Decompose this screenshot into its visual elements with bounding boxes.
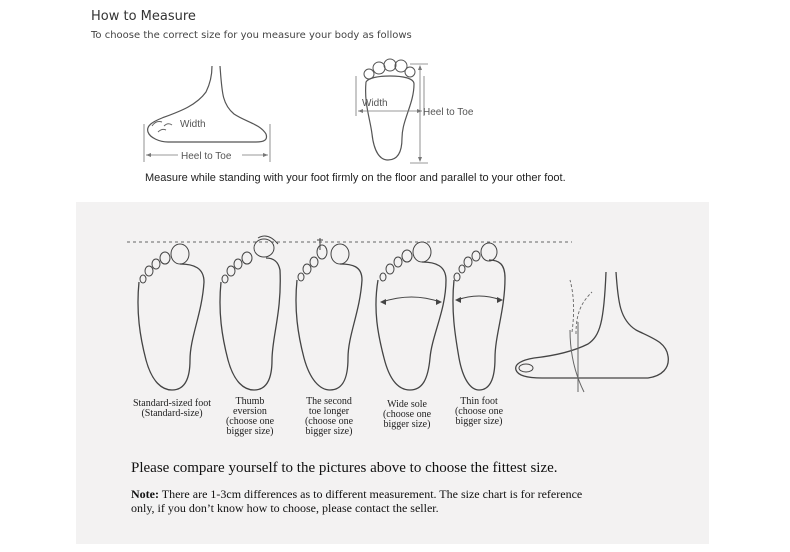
measure-instruction: Measure while standing with your foot firmly on the floor and parallel to your other foot. <box>145 172 566 184</box>
caption-standard-foot: Standard-sized foot (Standard-size) <box>132 398 212 419</box>
wide-sole-foot-icon <box>370 238 450 392</box>
thumb-eversion-foot-icon <box>210 234 290 392</box>
second-toe-foot-icon <box>292 236 372 392</box>
thin-foot-icon <box>449 240 519 392</box>
caption-thin-foot: Thin foot (choose one bigger size) <box>454 396 504 427</box>
caption-wide-sole: Wide sole (choose one bigger size) <box>382 399 432 430</box>
note-label: Note: <box>131 487 159 501</box>
page-subtitle: To choose the correct size for you measure your body as follows <box>91 30 412 41</box>
compare-instruction: Please compare yourself to the pictures above to choose the fittest size. <box>131 460 558 476</box>
note-text: There are 1-3cm differences as to different measurement. The size chart is for reference only, if you don’t know how to choose, please contact the seller. <box>131 487 583 515</box>
side-view-foot-icon <box>512 272 672 396</box>
page-title: How to Measure <box>91 9 196 24</box>
sole-width-label: Width <box>362 98 388 109</box>
sole-heel-to-toe-label: Heel to Toe <box>423 107 474 118</box>
side-width-label: Width <box>180 119 206 130</box>
size-note <box>131 487 601 515</box>
standard-foot-icon <box>134 242 214 392</box>
caption-second-toe-longer: The second toe longer (choose one bigger size) <box>304 396 354 437</box>
side-heel-to-toe-label: Heel to Toe <box>181 151 232 162</box>
caption-thumb-eversion: Thumb eversion (choose one bigger size) <box>225 396 275 437</box>
